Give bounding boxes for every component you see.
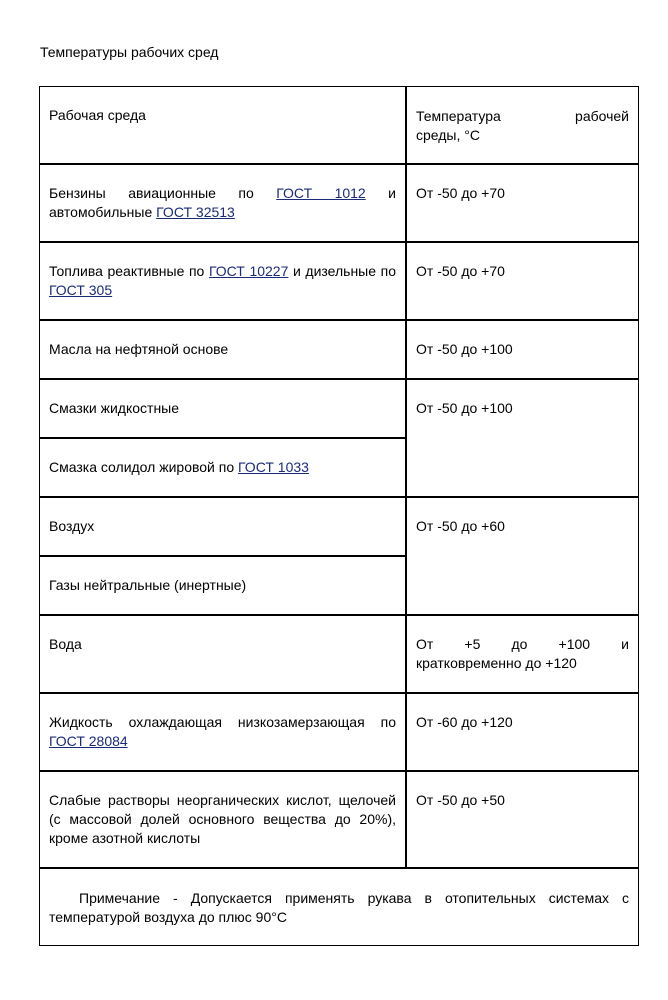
- gost-link[interactable]: ГОСТ 305: [49, 282, 113, 298]
- table-row: [39, 615, 639, 693]
- temperature-cell: От -50 до +100: [406, 379, 639, 497]
- medium-cell: Вода: [39, 615, 406, 693]
- table-row: [39, 771, 639, 868]
- medium-cell: [39, 242, 406, 320]
- gost-link[interactable]: ГОСТ 28084: [49, 733, 128, 749]
- medium-text: Бензины авиационные по: [49, 185, 277, 201]
- medium-text: Жидкость охлаждающая низкозамерзающая по: [49, 714, 396, 730]
- medium-cell: Масла на нефтяной основе: [39, 320, 406, 379]
- temperature-cell: [406, 615, 639, 693]
- temperature-cell: От -50 до +70: [406, 242, 639, 320]
- table-row: [39, 497, 639, 556]
- temperature-table: [39, 86, 639, 946]
- medium-text: и дизельные по: [288, 263, 396, 279]
- medium-cell: [39, 438, 406, 497]
- note-cell: Примечание - Допускается применять рукава в отопительных системах с температурой воздуха до плюс 90°С: [39, 868, 639, 946]
- table-header-row: [39, 86, 639, 164]
- medium-cell: [39, 693, 406, 771]
- temperature-cell: От -60 до +120: [406, 693, 639, 771]
- header-medium-label: Рабочая среда: [49, 107, 146, 123]
- gost-link[interactable]: ГОСТ 1033: [238, 459, 309, 475]
- temperature-cell: От -50 до +50: [406, 771, 639, 868]
- medium-text: Топлива реактивные по: [49, 263, 209, 279]
- gost-link[interactable]: ГОСТ 32513: [156, 204, 235, 220]
- temperature-cell: От -50 до +100: [406, 320, 639, 379]
- medium-text: Смазка солидол жировой по: [49, 459, 239, 475]
- header-temperature: [406, 86, 639, 164]
- medium-cell: Смазки жидкостные: [39, 379, 406, 438]
- medium-cell: Газы нейтральные (инертные): [39, 556, 406, 615]
- medium-cell: Слабые растворы неорганических кислот, щелочей (с массовой долей основного вещества до 20%), кроме азотной кислоты: [39, 771, 406, 868]
- header-medium: [39, 86, 406, 164]
- table-row: [39, 242, 639, 320]
- temperature-cell: От -50 до +70: [406, 164, 639, 242]
- medium-text: и автомобильные: [49, 185, 396, 220]
- note-row: [39, 868, 639, 946]
- gost-link[interactable]: ГОСТ 1012: [276, 185, 366, 201]
- temperature-line2: кратковременно до +120: [416, 655, 577, 671]
- table-row: [39, 164, 639, 242]
- header-temp-line1: Температура рабочей: [416, 108, 629, 124]
- table-row: [39, 320, 639, 379]
- temperature-cell: От -50 до +60: [406, 497, 639, 615]
- temperature-line1: От +5 до +100 и: [416, 636, 629, 652]
- table-row: [39, 693, 639, 771]
- medium-cell: [39, 164, 406, 242]
- page-title: Температуры рабочих сред: [40, 44, 219, 60]
- gost-link[interactable]: ГОСТ 10227: [208, 263, 289, 279]
- header-temp-line2: среды, °С: [416, 127, 480, 143]
- table-row: [39, 379, 639, 438]
- medium-cell: Воздух: [39, 497, 406, 556]
